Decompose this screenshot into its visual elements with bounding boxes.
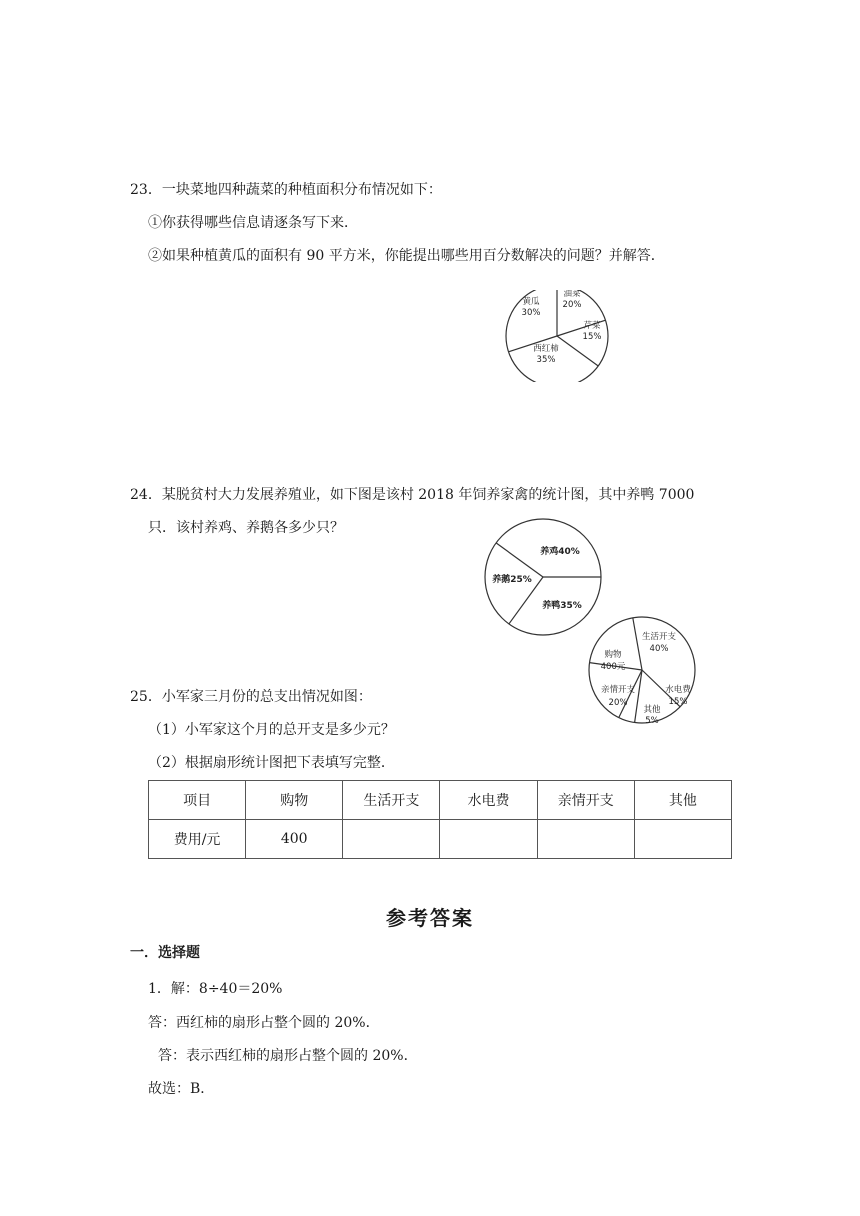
answer-line-2: 答：西红柿的扇形占整个圆的 20%． bbox=[148, 1015, 380, 1031]
answers-section-heading: 一．选择题 bbox=[130, 945, 200, 961]
answer-line-1: 1．解：8÷40＝20% bbox=[148, 981, 283, 997]
q25-expense-pie-chart bbox=[588, 612, 700, 730]
q25-sub1: （1）小军家这个月的总开支是多少元？ bbox=[148, 722, 395, 738]
q25-value-shopping: 400元 bbox=[600, 662, 626, 672]
q23-stem: 23．一块菜地四种蔬菜的种植面积分布情况如下： bbox=[130, 182, 442, 198]
q24-stem-line1: 24．某脱贫村大力发展养殖业，如下图是该村 2018 年饲养家禽的统计图，其中养鸭 7000 bbox=[130, 487, 695, 503]
table-header-cell: 购物 bbox=[246, 781, 343, 820]
q23-sub2: ②如果种植黄瓜的面积有 90 平方米，你能提出哪些用百分数解决的问题？并解答． bbox=[148, 248, 665, 264]
q24-label-goose: 养鹅25% bbox=[492, 575, 532, 585]
table-cell bbox=[634, 820, 731, 859]
table-header-cell: 项目 bbox=[149, 781, 246, 820]
q25-label-family: 亲情开支 bbox=[600, 685, 636, 695]
q25-stem: 25．小军家三月份的总支出情况如图： bbox=[130, 689, 372, 705]
q25-sub2: （2）根据扇形统计图把下表填写完整． bbox=[148, 755, 395, 771]
q23-pct-rapeseed: 20% bbox=[562, 300, 582, 310]
q24-label-chicken: 养鸡40% bbox=[540, 547, 580, 557]
q23-label-cucumber: 黄瓜 bbox=[522, 297, 540, 307]
q25-pct-other: 5% bbox=[645, 716, 659, 726]
q23-label-tomato: 西红柿 bbox=[533, 344, 559, 354]
q25-pct-living: 40% bbox=[649, 644, 669, 654]
answer-line-3: 答：表示西红柿的扇形占整个圆的 20%． bbox=[158, 1048, 418, 1064]
table-header-row bbox=[149, 781, 732, 820]
table-header-cell: 其他 bbox=[634, 781, 731, 820]
answers-title: 参考答案 bbox=[386, 906, 474, 930]
table-cell: 费用/元 bbox=[149, 820, 246, 859]
table-cell bbox=[537, 820, 634, 859]
q25-label-shopping: 购物 bbox=[604, 650, 622, 660]
table-cell bbox=[343, 820, 440, 859]
q25-pct-utilities: 15% bbox=[668, 697, 688, 707]
q25-label-utilities: 水电费 bbox=[665, 685, 691, 695]
q23-pct-tomato: 35% bbox=[536, 355, 556, 365]
table-header-cell: 生活开支 bbox=[343, 781, 440, 820]
table-header-cell: 亲情开支 bbox=[537, 781, 634, 820]
table-row bbox=[149, 820, 732, 859]
q25-expense-table bbox=[148, 780, 732, 859]
q23-label-rapeseed: 油菜 bbox=[563, 290, 581, 299]
table-cell bbox=[440, 820, 537, 859]
answer-line-4: 故选：B． bbox=[148, 1081, 215, 1097]
q24-stem-line2: 只．该村养鸡、养鹅各多少只？ bbox=[148, 520, 344, 536]
q23-pct-celery: 15% bbox=[582, 332, 602, 342]
q25-label-other: 其他 bbox=[643, 705, 661, 715]
q24-label-duck: 养鸭35% bbox=[542, 601, 582, 611]
q25-label-living: 生活开支 bbox=[641, 632, 677, 642]
q23-sub1: ①你获得哪些信息请逐条写下来． bbox=[148, 215, 358, 231]
q23-label-celery: 芹菜 bbox=[583, 321, 601, 331]
q23-pct-cucumber: 30% bbox=[521, 308, 541, 318]
q23-vegetable-pie-chart bbox=[500, 290, 620, 382]
table-cell: 400 bbox=[246, 820, 343, 859]
table-header-cell: 水电费 bbox=[440, 781, 537, 820]
q25-pct-family: 20% bbox=[608, 698, 628, 708]
